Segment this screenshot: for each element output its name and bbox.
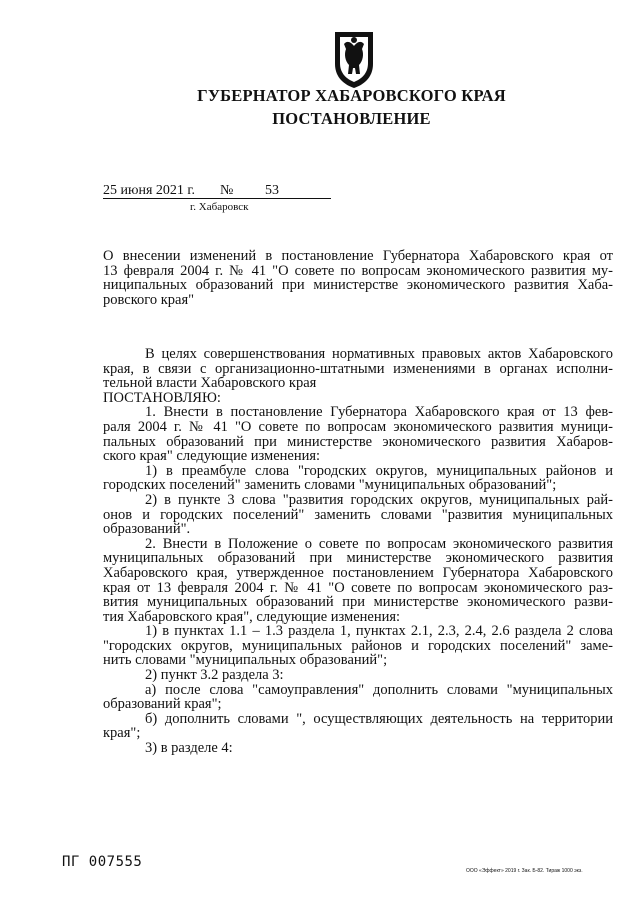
- body-line: 3) в разделе 4:: [145, 740, 233, 757]
- document-number: 53: [265, 183, 279, 198]
- body-line: 1) в пунктах 1.1 – 1.3 раздела 1, пунктах 2.1, 2.3, 2.4, 2.6 раздела 2 слова: [145, 623, 613, 640]
- body-line: раля 2004 г. № 41 "О совете по вопросам экономического развития муници-: [103, 418, 613, 435]
- document-body: [103, 347, 613, 756]
- body-line: тельной власти Хабаровского края: [103, 375, 317, 392]
- resolve-word: ПОСТАНОВЛЯЮ:: [103, 389, 221, 406]
- document-date: 25 июня 2021 г.: [103, 183, 196, 198]
- body-line: городских поселений" заменить словами "муниципальных образований";: [103, 477, 557, 494]
- coat-of-arms-icon: [329, 28, 379, 90]
- authority-heading: ГУБЕРНАТОР ХАБАРОВСКОГО КРАЯ: [197, 86, 506, 105]
- body-line: 2. Внести в Положение о совете по вопросам экономического развития: [145, 535, 613, 552]
- body-line: муниципальных образований при министерстве экономического развития: [103, 550, 613, 567]
- body-line: вития муниципальных образований при министерстве экономического разви-: [103, 594, 613, 611]
- title-line: 13 февраля 2004 г. № 41 "О совете по вопросам экономического развития му-: [103, 262, 613, 279]
- document-type-heading: ПОСТАНОВЛЕНИЕ: [272, 109, 431, 128]
- body-line: Хабаровского края, утвержденное постановлением Губернатора Хабаровского: [103, 564, 613, 581]
- date-underline: [103, 198, 331, 199]
- body-line: а) после слова "самоуправления" дополнить словами "муниципальных: [145, 681, 613, 698]
- body-line: онов и городских поселений" заменить словами "развития муниципальных: [103, 506, 613, 523]
- title-line: ниципальных образований при министерстве экономического развития Хаба-: [103, 277, 613, 294]
- title-line: О внесении изменений в постановление Губернатора Хабаровского края от: [103, 248, 613, 264]
- document-title: [103, 249, 613, 307]
- body-line: образований".: [103, 521, 191, 538]
- date-number-line: [103, 183, 333, 201]
- body-line: образований края";: [103, 696, 222, 713]
- body-line: "городских округов, муниципальных районов и городских поселений" заме-: [103, 637, 613, 654]
- body-line: нить словами "муниципальных образований";: [103, 652, 388, 669]
- body-line: В целях совершенствования нормативных правовых актов Хабаровского: [145, 346, 613, 362]
- body-line: б) дополнить словами ", осуществляющих деятельность на территории: [145, 710, 613, 727]
- body-line: тия Хабаровского края", следующие изменения:: [103, 608, 401, 625]
- form-code: ПГ 007555: [62, 854, 143, 870]
- printer-imprint: ООО «Эффект» 2019 г. Зак. Б-82. Тираж 1000 экз.: [466, 868, 583, 874]
- body-line: 2) пункт 3.2 раздела 3:: [145, 667, 284, 684]
- body-line: ского края" следующие изменения:: [103, 448, 321, 465]
- body-line: 2) в пункте 3 слова "развития городских округов, муниципальных рай-: [145, 491, 613, 508]
- body-line: края от 13 февраля 2004 г. № 41 "О совете по вопросам экономического раз-: [103, 579, 613, 596]
- number-label: №: [220, 183, 234, 198]
- title-line: ровского края": [103, 291, 195, 308]
- body-line: края";: [103, 725, 141, 742]
- body-line: 1) в преамбуле слова "городских округов, муниципальных районов и: [145, 462, 613, 479]
- body-line: пальных образований при министерстве экономического развития Хабаров-: [103, 433, 613, 450]
- city-label: г. Хабаровск: [190, 201, 249, 213]
- body-line: 1. Внести в постановление Губернатора Хабаровского края от 13 фев-: [145, 404, 613, 421]
- body-line: края, в связи с организационно-штатными изменениями в органах исполни-: [103, 360, 613, 377]
